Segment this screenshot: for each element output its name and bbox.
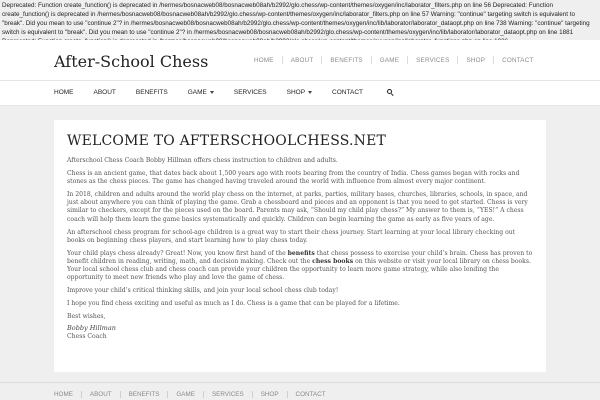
signature-role: Chess Coach: [67, 333, 107, 341]
top-nav-services[interactable]: SERVICES: [416, 56, 450, 64]
benefits-link[interactable]: benefits: [287, 249, 315, 257]
main-nav-home[interactable]: HOME: [54, 88, 74, 96]
main-nav: [0, 80, 600, 102]
footer-nav-divider: [81, 391, 82, 398]
top-nav-about[interactable]: ABOUT: [290, 56, 314, 64]
top-nav-home[interactable]: HOME: [254, 56, 274, 64]
chevron-down-icon: [308, 91, 312, 94]
top-nav-shop[interactable]: SHOP: [466, 56, 486, 64]
main-nav-game[interactable]: [188, 89, 214, 96]
main-nav-shop[interactable]: [287, 89, 312, 96]
footer-nav-contact[interactable]: CONTACT: [295, 391, 326, 398]
top-nav-divider: [282, 56, 283, 64]
top-nav-contact[interactable]: CONTACT: [502, 56, 534, 64]
main-nav-contact[interactable]: CONTACT: [332, 88, 363, 96]
main-nav-benefits[interactable]: BENEFITS: [135, 88, 168, 96]
footer-nav-divider: [252, 391, 253, 398]
footer-nav-services[interactable]: SERVICES: [211, 391, 244, 398]
top-nav: [254, 56, 534, 64]
top-nav-divider: [457, 56, 458, 64]
php-warning-text: Deprecated: Function create_function() is deprecated in /hermes/bosnacweb08/bosnacweb08ah/b2992/glo.chess/wp-content/themes/oxygen/inc/laborator_filters.php on line 56 Deprecated: Function create_function() is deprecated in /hermes/bosnacweb08/bosnacweb08ah/b2992/glo.chess/wp-content/themes/oxygen/inc/laborator_filters.php on line 57 Warning: "continue" targeting switch is equivalent to "break". Did you mean to use "continue 2"? in /hermes/bosnacweb08/bosnacweb08ah/b2992/glo.chess/wp-content/themes/oxygen/inc/lib/laborator/laborator_dataopt.php on line 738 Warning: "continue" targeting switch is equivalent to "break". Did you mean to use "continue 2"? in /hermes/bosnacweb08/bosnacweb08ah/b2992/glo.chess/wp-content/themes/oxygen/inc/lib/laborator/laborator_dataopt.php on line 1881: [2, 2, 590, 36]
hope-paragraph: I hope you find chess exciting and useful as much as I do. Chess is a game that can be played for a lifetime.: [67, 300, 400, 308]
top-nav-divider: [321, 56, 322, 64]
footer-nav-shop[interactable]: SHOP: [260, 391, 279, 398]
footer-nav-game[interactable]: GAME: [176, 391, 195, 398]
footer-nav-divider: [287, 391, 288, 398]
footer-nav-divider: [167, 391, 168, 398]
benefits-paragraph: Your child plays chess already? Great! Now, you know first hand of the benefits that chess possess to exercise your child’s brain. Chess has proven to benefit children in reading, writing, math, and decision making. Check out the chess books on this website or visit your local library on chess books. Your local school chess club and chess coach can provide your children the opportunity to learn more game strategy, while also lending the opportunity to meet new friends who play and love the game of chess.: [67, 249, 533, 282]
chevron-down-icon: [210, 91, 214, 94]
footer-nav: [0, 382, 600, 400]
site-header: [0, 40, 600, 106]
footer-nav-benefits[interactable]: BENEFITS: [128, 391, 160, 398]
main-nav-shop-label: SHOP: [286, 88, 306, 96]
footer-nav-about[interactable]: ABOUT: [89, 391, 112, 398]
footer-nav-divider: [203, 391, 204, 398]
improve-paragraph: Improve your child’s critical thinking skills, and join your local school chess club today!: [67, 287, 339, 295]
chess-books-link[interactable]: chess books: [312, 257, 354, 265]
footer-nav-home[interactable]: HOME: [54, 391, 73, 398]
main-content: [54, 120, 546, 372]
footer-nav-divider: [120, 391, 121, 398]
intro-paragraph: Afterschool Chess Coach Bobby Hillman offers chess instruction to children and adults.: [67, 157, 338, 164]
site-title[interactable]: After-School Chess: [54, 52, 209, 71]
top-nav-divider: [407, 56, 408, 64]
top-nav-benefits[interactable]: BENEFITS: [330, 56, 363, 64]
program-paragraph: An afterschool chess program for school-age children is a great way to start their chess journey. Start learning at your local library checking out books on beginning chess players, and start learning how to play chess today.: [67, 228, 516, 244]
main-nav-services[interactable]: SERVICES: [233, 88, 267, 96]
signature: Bobby Hillman: [67, 324, 116, 333]
top-nav-divider: [493, 56, 494, 64]
history-paragraph: Chess is an ancient game, that dates back about 1,500 years ago with roots bearing from the country of India. Chess games began with rocks and stones as the chess pieces. The game has changed having traveled around the world with influence from almost every major continent.: [67, 170, 520, 186]
search-icon[interactable]: [387, 89, 394, 96]
main-nav-about[interactable]: ABOUT: [93, 88, 116, 96]
play-paragraph: In 2018, children and adults around the world play chess on the internet, at parks, parties, military bases, churches, libraries, schools, in space, and just about anywhere you can think of playing the game. Grab a chessboard and pieces and an opponent is that you need to get started. Chess is very similar to checkers, except for the pieces used on the board. Parents may ask, “Should my child play chess?” My answer to them is, “YES!” A chess coach will help them learn the game basics systematically and quickly. Children can begin learning the game as early as five years of age.: [67, 191, 528, 223]
top-nav-divider: [371, 56, 372, 64]
top-nav-game[interactable]: GAME: [379, 56, 400, 64]
main-nav-game-label: GAME: [187, 88, 207, 96]
closing-text: Best wishes,: [67, 313, 106, 321]
page-title: WELCOME TO AFTERSCHOOLCHESS.NET: [67, 133, 387, 149]
